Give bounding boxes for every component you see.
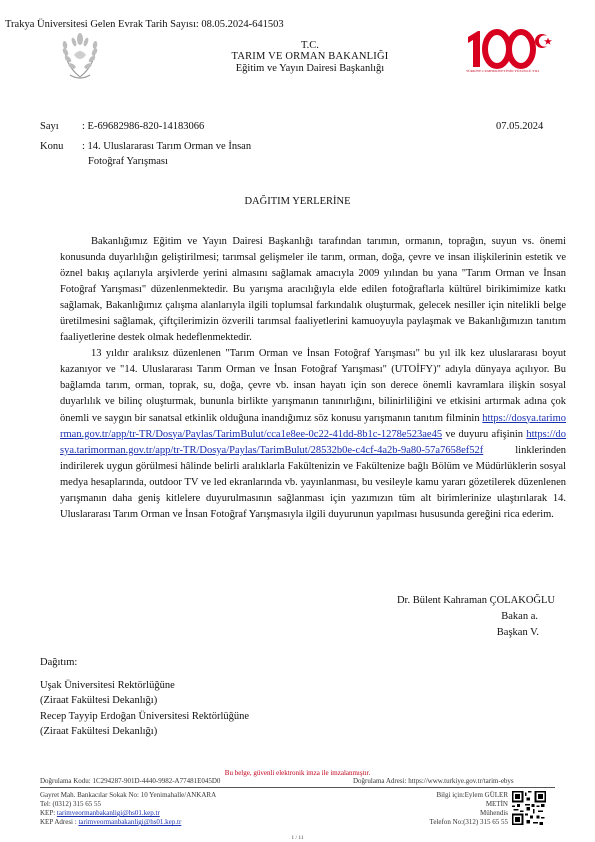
heading-department: Eğitim ve Yayın Dairesi Başkanlığı xyxy=(235,63,385,74)
distribution-item: Uşak Üniversitesi Rektörlüğüne xyxy=(40,680,175,691)
distribution-item: (Ziraat Fakültesi Dekanlığı) xyxy=(40,726,158,738)
paragraph-2-mid: ve duyuru afişinin xyxy=(442,428,527,440)
verification-address: Doğrulama Adresi: https://www.turkiye.gov.tr/tarim-ebys xyxy=(353,777,514,785)
esignature-note: Bu belge, güvenli elektronik imza ile imzalanmıştır. xyxy=(224,769,371,777)
film-link[interactable]: https://dosya.tarimorman.gov.tr/app/tr-TR/Dosya/Paylas/TarimBulut/cca1e8ee-0c22-41dd-8b1c-1278e523ae45 xyxy=(60,412,566,440)
centennial-logo xyxy=(462,27,554,75)
kep-address-label: KEP Adresi : xyxy=(40,818,77,826)
page-number: 1 / 11 xyxy=(291,835,304,841)
kep-address-email[interactable]: tarimveormanbakanligi@hs01.kep.tr xyxy=(78,818,182,826)
address: Gayret Mah. Bankacılar Sokak No: 10 Yenimahalle/ANKARA xyxy=(40,791,217,799)
signatory-title-1: Bakan a. xyxy=(501,611,538,623)
konu-label: Konu xyxy=(40,141,64,152)
centennial-logo-icon xyxy=(462,27,554,71)
footer-divider xyxy=(40,787,555,788)
incoming-document-stamp: Trakya Üniversitesi Gelen Evrak Tarih Sayısı: 08.05.2024-641503 xyxy=(5,19,284,30)
paragraph-2-start: 13 yıldır aralıksız düzenlenen "Tarım Orman ve İnsan Fotoğraf Yarışması" bu yıl ilk kez uluslararası boyut kazanıyor ve "14. Uluslararası Tarım Orman ve İnsan Fotoğraf Yarışması" (UTOİFY)" adıyla dünyaya açılıyor. Bu bağlamda tarım, orman, toprak, su, doğa, çevre vb. insan hayatı için son derece önemli kavramlara ilişkin sosyal duyarlılık ve bilinç oluşturmak, bununla birlikte yarışmanın tanınırlığını, bilinirliliğini ve etkisini artırmak adına çok önemli ve saygın bir sanatsal etkinlik olduğuna inandığımız söz konusu yarışmanın tanıtım filminin xyxy=(60,348,566,424)
phone: Tel: (0312) 315 65 55 xyxy=(40,800,101,808)
distribution-title: DAĞITIM YERLERİNE xyxy=(244,196,351,207)
distribution-label: Dağıtım: xyxy=(40,657,78,668)
signature-block xyxy=(340,593,555,642)
letter-body xyxy=(60,234,566,523)
verification-code: Doğrulama Kodu: 1C294287-901D-4440-9982-A77481E045D0 xyxy=(40,777,221,785)
sayi-label: Sayı xyxy=(40,121,59,132)
konu-line-2: Fotoğraf Yarışması xyxy=(88,156,168,167)
poster-link[interactable]: https://dosya.tarimorman.gov.tr/app/tr-TR/Dosya/Paylas/TarimBulut/28532b0e-c4cf-4a2b-9a80-57a7658ef52f xyxy=(60,428,566,456)
contact-phone: Telefon No:(312) 315 65 55 xyxy=(429,818,508,826)
signatory-title-2: Başkan V. xyxy=(496,627,539,639)
kep-email[interactable]: tarimveormanbakanligi@hs01.kep.tr xyxy=(56,809,160,817)
sayi-value: : E-69682986-820-14183066 xyxy=(82,121,205,132)
konu-line-1: : 14. Uluslararası Tarım Orman ve İnsan xyxy=(82,141,252,152)
heading-tc: T.C. xyxy=(301,40,319,51)
centennial-logo-caption: TÜRKİYE CUMHURİYETİ'NİN YÜZÜNCÜ YILI xyxy=(466,69,540,73)
signatory-name: Dr. Bülent Kahraman ÇOLAKOĞLU xyxy=(396,595,555,606)
heading-ministry: TARIM VE ORMAN BAKANLIĞI xyxy=(231,51,389,62)
info-contact: Bilgi için:Eylem GÜLER xyxy=(436,791,508,799)
kep-label: KEP: xyxy=(40,809,56,817)
paragraph-2-end: linklerinden indirilerek uygun görülmesi hâlinde belirli aralıklarla Fakültenizin ve Fakültenize bağlı Bölüm ve Müdürlüklerin sosyal medya hesaplarında, outdoor TV ve led ekranlarında vb. yayınlanması, bu vesileyle kamu yararı gözetilerek düzenlenen yarışmanın daha geniş kitlelere duyurulmasının sağlanması için yazımızın tüm alt birimlerinize ulaştırılarak 14. Uluslararası Tarım Orman ve İnsan Fotoğraf Yarışmasıyla ilgili duyurunun yapılması hususunda gereğini rica ederim. xyxy=(60,444,566,520)
qr-code-icon[interactable] xyxy=(512,791,546,825)
contact-name: METİN xyxy=(485,800,508,808)
distribution-list xyxy=(40,678,249,740)
paragraph-2 xyxy=(60,346,566,523)
ministry-emblem-icon xyxy=(52,25,108,83)
kep-line xyxy=(40,809,160,817)
paragraph-1: Bakanlığımız Eğitim ve Yayın Dairesi Başkanlığı tarafından tarımın, ormanın, toprağın, suyun vs. önemi konusunda duyarlılığın geliştirilmesi; tarımsal gelişmeler ile tarım, orman, doğa, çevre ve insan ilişkilerinin estetik ve öznel bakış açılarıyla arşivlerde yerini almasını sağlamak amacıyla 2009 yılından bu yana "Tarım Orman ve İnsan Fotoğraf Yarışması" düzenlenmektedir. Bu yarışma aracılığıyla elde edilen fotoğraflarla kültürel birikimimize katkı sağlamak, Bakanlığımız çalışma alanlarıyla ilgili toplumsal farkındalık oluşturmak, gelecek nesiller için nitelikli belge üretilmesini sağlamak, çiftçilerimizin özverili tarımsal faaliyetlerini kamuoyuyla paylaşmak ve Bakanlığımızın tanıtım faaliyetlerine destek olmak hedeflenmektedir. xyxy=(60,236,566,344)
contact-role: Mühendis xyxy=(480,809,508,817)
distribution-item: Recep Tayyip Erdoğan Üniversitesi Rektörlüğüne xyxy=(40,710,250,722)
distribution-item: (Ziraat Fakültesi Dekanlığı) xyxy=(40,695,158,707)
kep-address-line xyxy=(40,818,181,826)
document-date: 07.05.2024 xyxy=(496,121,544,132)
